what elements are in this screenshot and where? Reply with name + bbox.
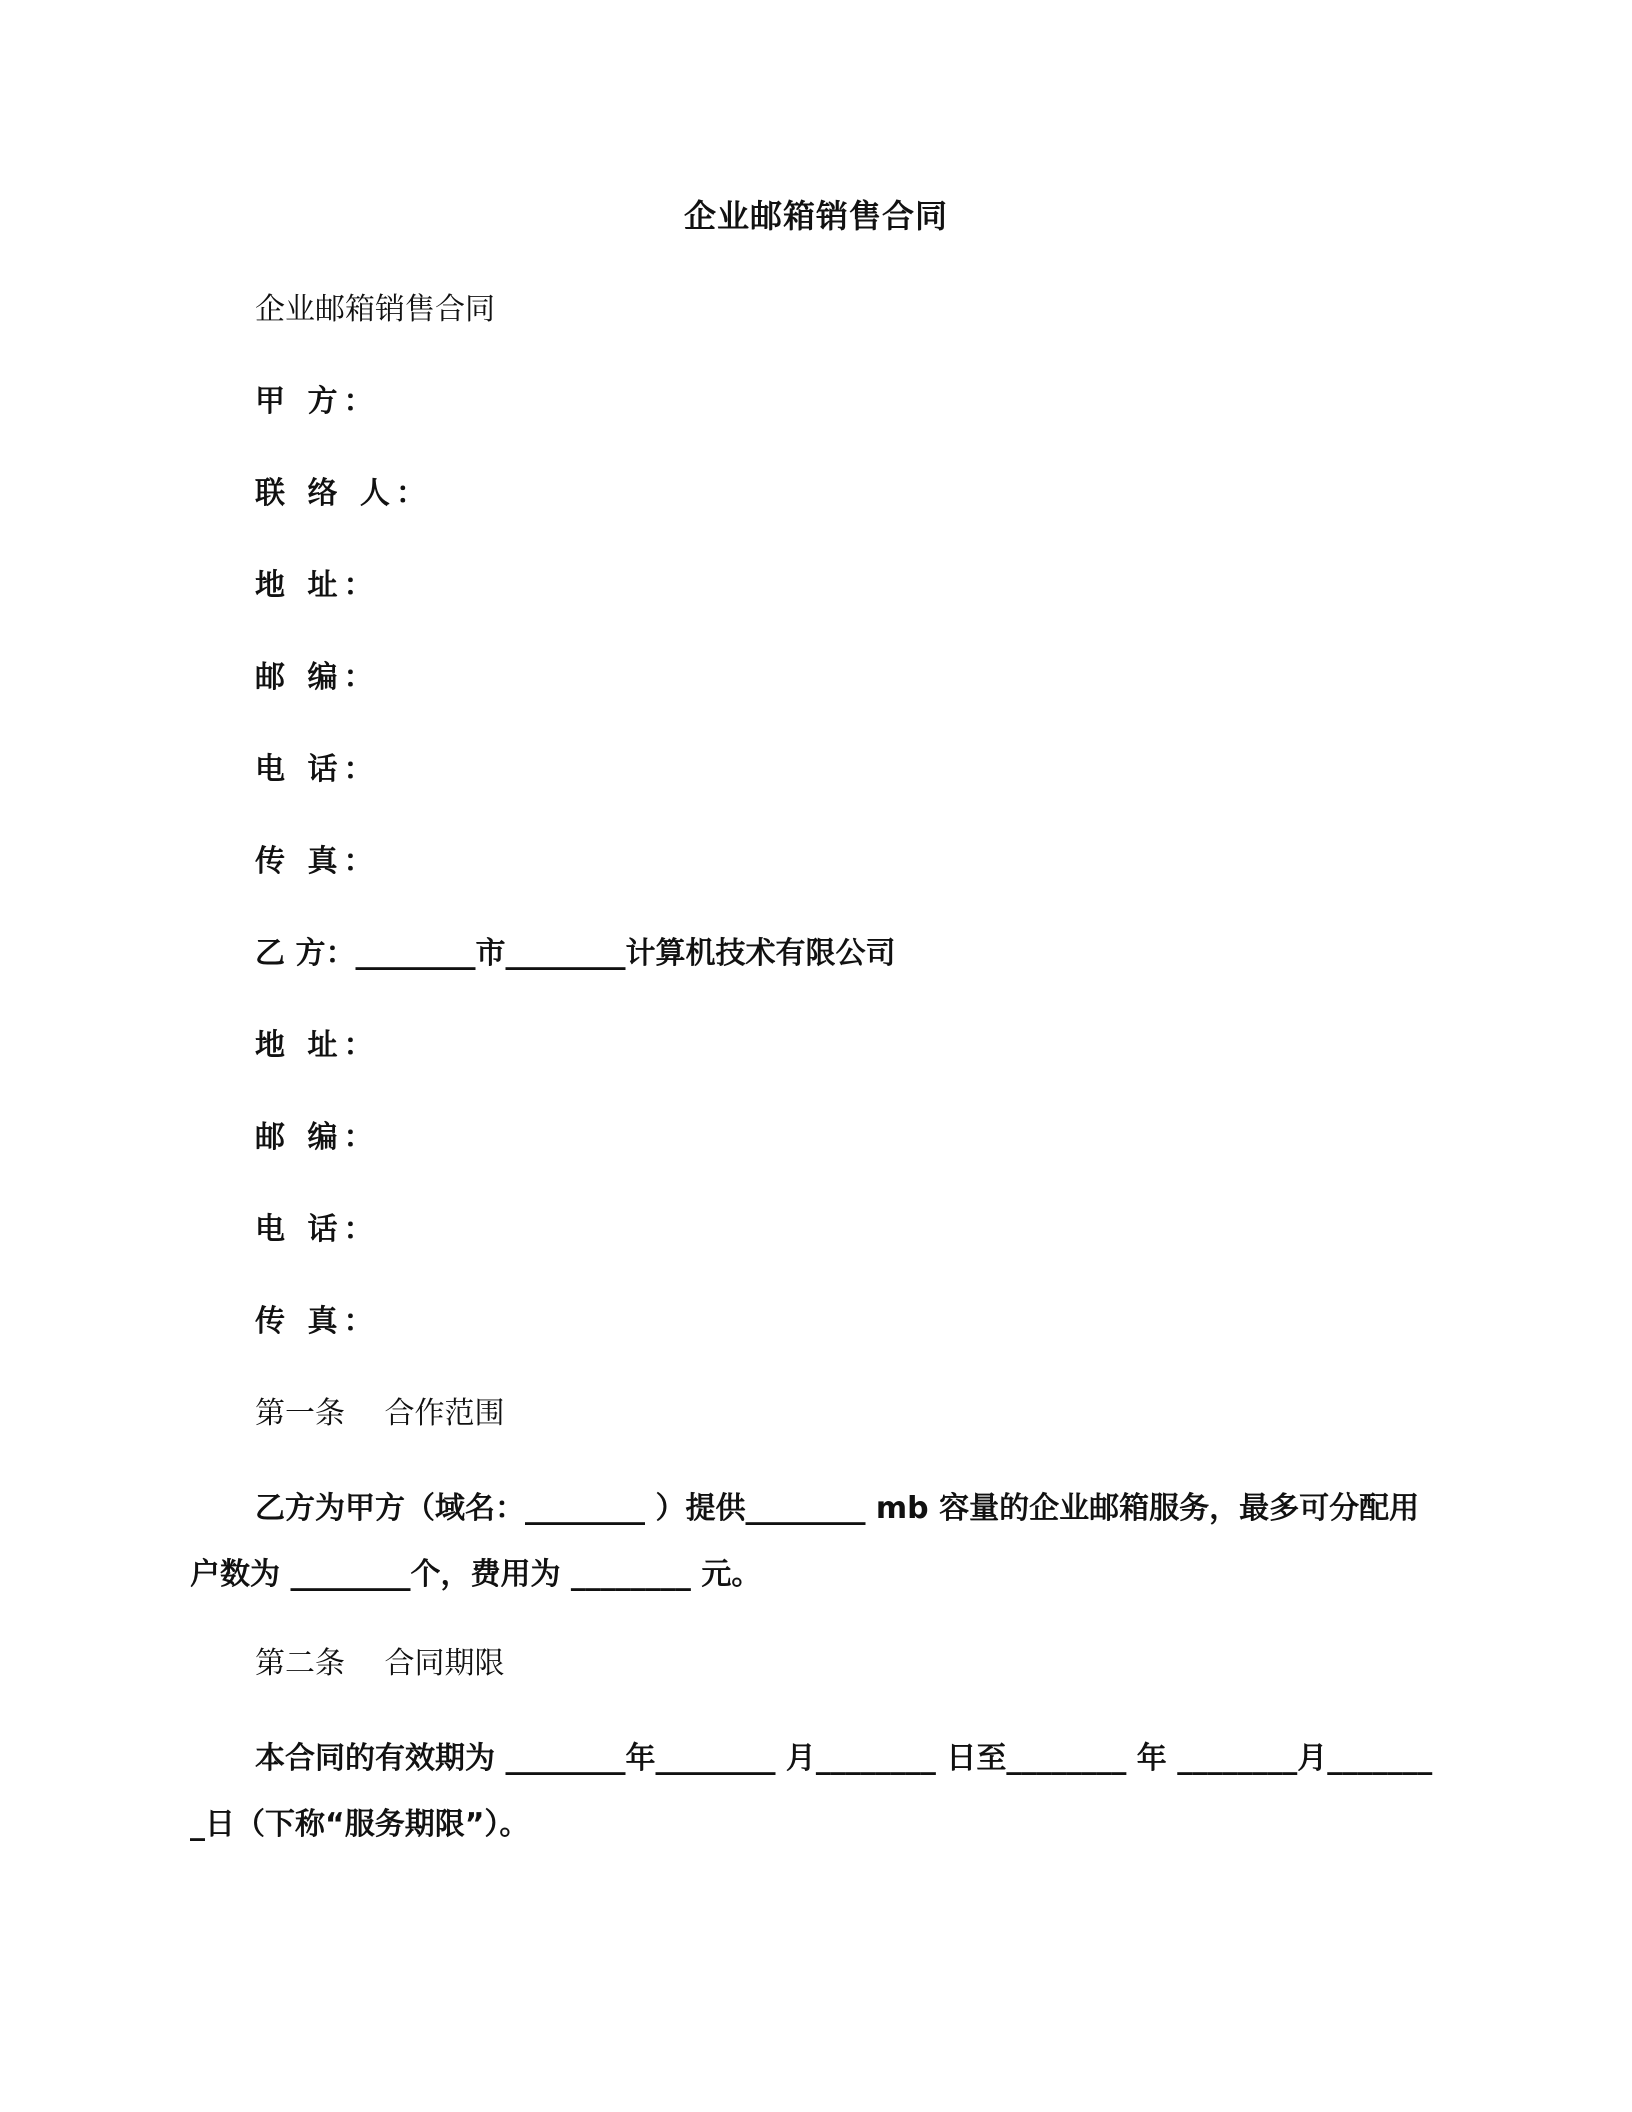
article-1-heading: 第一条 合作范围 [255,1396,505,1431]
party-a-fax: 传 真： [255,844,380,879]
party-b-postcode: 邮 编： [255,1120,380,1155]
party-a-phone: 电 话： [255,752,380,787]
party-a-label: 甲 方： [255,384,380,419]
document-subtitle: 企业邮箱销售合同 [255,292,495,327]
party-a-postcode: 邮 编： [255,660,380,695]
party-a-address: 地 址： [255,568,380,603]
article-1-body: 乙方为甲方（域名：________ ）提供________ mb 容量的企业邮箱服务，最多可分配用户数为 ________个，费用为 ________ 元。 [190,1491,1420,1592]
party-b-label: 乙 方：________市________计算机技术有限公司 [255,936,896,971]
party-b-phone: 电 话： [255,1212,380,1247]
article-2-body: 本合同的有效期为 ________年________ 月________ 日至________ 年 ________月________日（下称“服务期限”）。 [190,1741,1433,1842]
article-2-heading: 第二条 合同期限 [255,1646,505,1681]
party-b-address: 地 址： [255,1028,380,1063]
document-title: 企业邮箱销售合同 [683,197,948,235]
party-a-contact: 联 络 人： [255,476,432,511]
party-b-fax: 传 真： [255,1304,380,1339]
